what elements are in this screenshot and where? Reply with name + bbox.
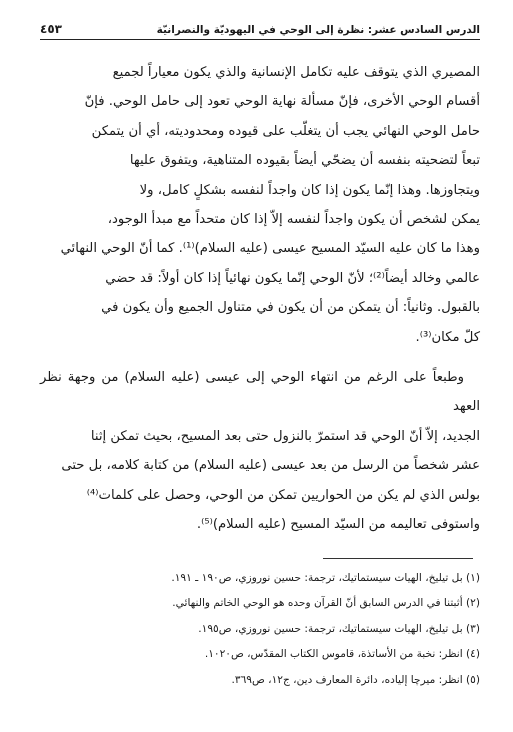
paragraph: المصيري الذي يتوقف عليه تكامل الإنسانية والذي يكون معياراً لجميع أقسام الوحي الأخرى، فإنّ مسألة نهاية الوحي تعود إلى حامل الوحي. فإنّ حامل الوحي النهائي يجب أن يتغلّب على قيوده ومحدوديته، أي أن يتمكن تبعاً لتضحيته بنفسه أن يضحّي أيضاً بقيوده المتناهية، ويتفوق عليها ويتجاوزها. وهذا إنّما يكون إذا كان واجداً لنفسه بشكلٍ كامل، ولا يمكن لشخص أن يكون واجداً لنفسه إلاّ إذا كان متحداً مع مبدأ الوجود، وهذا ما كان عليه السيّد المسيح عيسى (عليه السلام)⁽¹⁾. كما أنّ الوحي النهائي عالمي وخالد أيضاً⁽²⁾؛ لأنّ الوحي إنّما يكون نهائياً إذا كان أولاً: قد حضي بالقبول. وثانياً: أن يتمكن من أن يكون في متناول الجميع وأن يكون في كلّ مكان⁽³⁾. [60,65,480,345]
body-text [40,58,480,540]
footnote-divider [323,558,473,559]
footnote: (٤) انظر: نخبة من الأساتذة، قاموس الكتاب المقدّس، ص١٠٢٠. [204,648,480,661]
running-header [40,16,480,36]
footnote: (٥) انظر: ميرچا إلياده، دائرة المعارف دين، ج١٢، ص٣٦٩. [231,673,480,686]
page-number: ٤٥٣ [40,22,62,36]
header-divider [40,39,480,40]
footnote: (٣) بل تيليخ، الهيات سيستماتيك، ترجمة: حسين نوروزي، ص١٩٥. [198,622,480,635]
footnotes-list [40,566,480,693]
chapter-title: الدرس السادس عشر: نظرة إلى الوحي في اليهوديّة والنصرانيّة [156,24,480,36]
footnote: (١) بل تيليخ، الهيات سيستماتيك، ترجمة: حسين نوروزي، ص١٩٠ ـ ١٩١. [171,572,480,584]
footnote: (٢) أثبتنا في الدرس السابق أنّ القرآن وحده هو الوحي الخاتم والنهائي. [172,597,480,610]
paragraph: وطبعاً على الرغم من انتهاء الوحي إلى عيسى (عليه السلام) من وجهة نظر العهد الجديد، إلاّ أنّ الوحي قد استمرّ بالنزول حتى بعد المسيح، بحيث تمكن إثنا عشر شخصاً من الرسل من بعد عيسى (عليه السلام) من كتابة كلامه، بل حتى بولس الذي لم يكن من الحواريين تمكن من الوحي، وحصل على كلمات⁽⁴⁾ واستوفى تعاليمه من السيّد المسيح (عليه السلام)⁽⁵⁾. [40,370,480,533]
